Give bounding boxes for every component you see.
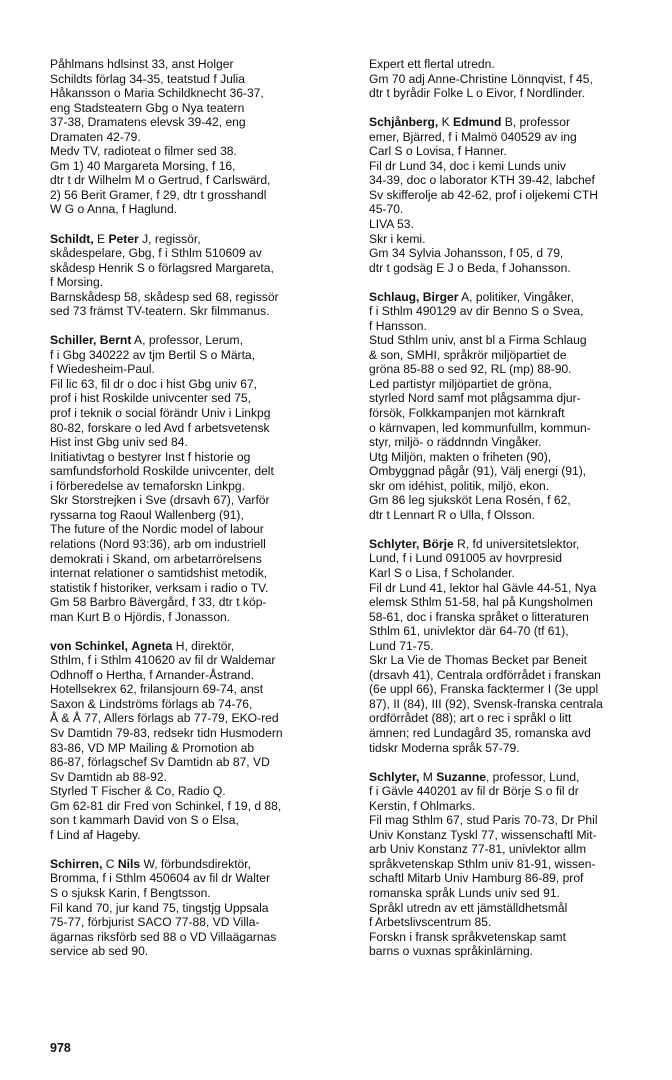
entry-text-line: Sthlm, f i Sthlm 410620 av fil dr Waldemar [50,653,276,668]
entry-text-line: prof i hist Roskilde univcenter sed 75, [50,391,251,406]
entry-text-line: Gm 58 Barbro Bävergård, f 33, dtr t köp- [50,595,267,610]
entry-text-line: statistik f historiker, verksam i radio o TV. [50,580,269,595]
initial-text: C [102,856,118,871]
entry-text-line: skr om idéhist, politik, miljö, ekon. [369,478,550,493]
entry-text-line: Sv Damtidn ab 88-92. [50,769,167,784]
page-number: 978 [50,1041,71,1055]
entry-text-line: skådespelare, Gbg, f i Sthlm 510609 av [50,246,262,261]
entry-text-line: Lund, f i Lund 091005 av hovrpresid [369,551,562,566]
surname: Schildt, [50,231,94,246]
heading-text: , professor, Lund, [485,769,580,784]
entry-text-line: S o sjuksk Karin, f Bengtsson. [50,885,211,900]
entry-text-line: f Morsing. [50,275,104,290]
entry-text-line: ryssarna tog Raoul Wallenberg (91), [50,507,244,522]
entry-text-line: Barnskådesp 58, skådesp sed 68, regissör [50,289,279,304]
entry-text-line: Forskn i fransk språkvetenskap samt [369,929,566,944]
entry-text-line: f Arbetslivscentrum 85. [369,915,492,930]
entry-text-line: schaftl Mitarb Univ Hamburg 86-89, prof [369,871,584,886]
entry-text-line: f i Gbg 340222 av tjm Bertil S o Märta, [50,347,256,362]
entry-text-line: tidskr Moderna språk 57-79. [369,740,520,755]
entry-schirren-nils [50,857,350,959]
given-name: Edmund [453,115,502,130]
given-name: Birger [422,289,459,304]
entry-schlyter-borje [369,537,665,755]
entry-text-line: internat relationer o samtidshist metodik, [50,566,268,581]
entry-text-line: 37-38, Dramatens elevsk 39-42, eng [50,115,246,130]
entry-text-line: LIVA 53. [369,216,414,231]
entry-text-line: dtr t godsäg E J o Beda, f Johansson. [369,260,571,275]
entry-text-line: Skr La Vie de Thomas Becket par Beneit [369,653,588,668]
entry-text-line: Fil mag Sthlm 67, stud Paris 70-73, Dr Phil [369,813,598,828]
given-name: Agneta [131,638,173,653]
surname: Schirren, [50,856,103,871]
entry-text-line: Gm 62-81 dir Fred von Schinkel, f 19, d 88, [50,798,282,813]
entry-text-line: elemsk Sthlm 51-58, hal på Kungsholmen [369,595,593,610]
entry-text-line: Språkl utredn av ett jämställdhetsmål [369,900,568,915]
entry-text-line: Skr Storstrejken i Sve (drsavh 67), Varför [50,493,270,508]
entry-heading-line [369,290,665,305]
entry-text-line: Medv TV, radioteat o filmer sed 38. [50,144,237,159]
entry-text-line: Fil lic 63, fil dr o doc i hist Gbg univ 67, [50,376,258,391]
entry-schlyter-suzanne [369,770,665,959]
heading-text: W, förbundsdirektör, [140,856,252,871]
entry-text-line: i förberedelse av temaforskn Linkpg. [50,478,245,493]
entry-text-line: 45-70. [369,202,404,217]
entry-text-line: f i Sthlm 490129 av dir Benno S o Svea, [369,304,584,319]
heading-text: H, direktör, [172,638,235,653]
entry-heading-line [50,333,350,348]
entry-text-line: dtr t Lennart R o Ulla, f Olsson. [369,507,536,522]
entry-text-line: Hist inst Gbg univ sed 84. [50,435,188,450]
entry-text-line: dtr t byrådir Folke L o Eivor, f Nordlinder. [369,86,585,101]
entry-text-line: romanska språk Lunds univ sed 91. [369,885,560,900]
entry-text-line: Håkansson o Maria Schildknecht 36-37, [50,86,264,101]
entry-text-line: ägarnas riksförb sed 88 o VD Villaägarnas [50,929,277,944]
entry-text-line: styrled Nord samf mot plågsamma djur- [369,391,581,406]
entry-text-line: Fil dr Lund 34, doc i kemi Lunds univ [369,158,566,173]
entry-heading-line [369,115,665,130]
entry-text-line: Schildts förlag 34-35, teatstud f Julia [50,71,245,86]
given-name: Bernt [99,333,132,348]
entry-text-line: Karl S o Lisa, f Scholander. [369,566,515,580]
entry-text-line: språkvetenskap Sthlm univ 81-91, wissen- [369,856,596,871]
entry-text-line: 2) 56 Berit Gramer, f 29, dtr t grosshandl [50,187,267,202]
entry-text-line: Skr i kemi. [369,231,426,246]
entry-text-line: sed 73 främst TV-teatern. Skr filmmanus. [50,304,270,319]
entry-text-line: The future of the Nordic model of labour [50,522,264,537]
given-name: Börje [422,536,454,551]
entry-text-line: Gm 1) 40 Margareta Morsing, f 16, [50,158,236,173]
entry-text-line: Univ Konstanz Tyskl 77, wissenschaftl Mit- [369,827,597,842]
entry-text-line: Lund 71-75. [369,638,434,653]
entry-heading-line [369,537,665,552]
entry-schiller-bernt [50,333,350,624]
entry-text-line: Styrled T Fischer & Co, Radio Q. [50,784,226,799]
initial-text: E [93,231,109,246]
entry-text-line: ämnen; red Lundagård 35, romanska avd [369,726,591,741]
entry-text-line: f Wiedesheim-Paul. [50,362,155,377]
entry-text-line: Sv Damtidn 79-83, redsekr tidn Husmodern [50,726,283,741]
entry-text-line: Dramaten 42-79. [50,129,141,144]
heading-text: A, politiker, Vingåker, [458,289,574,304]
entry-text-line: Sthlm 61, univlektor där 64-70 (tf 61), [369,624,569,639]
given-name: Suzanne [436,769,486,784]
entry-text-line: f Lind af Hageby. [50,827,141,842]
initial-text: K [438,115,454,130]
entry-text-line: 58-61, doc i franska språket o litteraturen [369,609,589,624]
entry-text-line: Ombyggnad pågår (91), Välj energi (91), [369,464,587,479]
entry-text-line: Fil kand 70, jur kand 75, tingstjg Uppsala [50,900,269,915]
entry-text-line: Bromma, f i Sthlm 450604 av fil dr Walter [50,871,271,886]
entry-text-line: styr, miljö- o räddnndn Vingåker. [369,435,542,450]
heading-text: B, professor [501,115,570,130]
entry-text-line: & son, SMHI, språkrör miljöpartiet de [369,347,567,362]
entry-text-line: Initiativtag o bestyrer Inst f historie og [50,449,251,464]
surname: Schlaug, [369,289,420,304]
left-column [50,57,350,973]
entry-text-line: eng Stadsteatern Gbg o Nya teatern [50,100,245,115]
entry-text-line: gröna 85-88 o sed 92, RL (mp) 88-90. [369,362,572,377]
surname: von Schinkel, [50,638,128,653]
entry-text-line: Stud Sthlm univ, anst bl a Firma Schlaug [369,333,587,348]
entry-text-line: f Hansson. [369,318,427,333]
entry-text-line: 86-87, förlagschef Sv Damtidn ab 87, VD [50,755,270,770]
entry-text-line: Gm 86 leg sjuksköt Lena Rosén, f 62, [369,493,571,508]
entry-continuation [50,57,350,217]
entry-text-line: Led partistyr miljöpartiet de gröna, [369,376,552,391]
surname: Schjånberg, [369,115,439,130]
entry-heading-line [50,232,350,247]
entry-text-line: W G o Anna, f Haglund. [50,202,178,217]
entry-text-line: Carl S o Lovisa, f Hanner. [369,144,507,159]
entry-text-line: försök, Folkkampanjen mot kärnkraft [369,406,565,421]
entry-text-line: barns o vuxnas språkinlärning. [369,944,534,959]
entry-text-line: Å & Å 77, Allers förlags ab 77-79, EKO-red [50,711,279,726]
surname: Schlyter, [369,769,420,784]
entry-schjanberg-edmund [369,115,665,275]
entry-text-line: Påhlmans hdlsinst 33, anst Holger [50,57,234,71]
entry-text-line: Utg Miljön, makten o friheten (90), [369,449,552,464]
entry-text-line: dtr t dr Wilhelm M o Gertrud, f Carlswärd, [50,173,271,188]
entry-text-line: Sv skifferolje ab 42-62, prof i oljekemi CTH [369,187,598,202]
initial-text: M [419,769,437,784]
entry-text-line: Expert ett flertal utredn. [369,57,495,71]
entry-text-line: Gm 70 adj Anne-Christine Lönnqvist, f 45, [369,71,593,86]
entry-text-line: service ab sed 90. [50,944,149,959]
entry-text-line: Odhnoff o Hertha, f Arnander-Åstrand. [50,667,255,682]
given-name: Nils [117,856,141,871]
entry-von-schinkel-agneta [50,639,350,843]
entry-text-line: ordförrådet (88); art o rec i språkl o litt [369,711,572,726]
surname: Schiller, [50,333,97,348]
entry-text-line: (6e uppl 66), Franska facktermer I (3e uppl [369,682,599,697]
entry-text-line: o kärnvapen, led kommunfullm, kommun- [369,420,591,435]
heading-text: R, fd universitetslektor, [453,536,580,551]
entry-text-line: arb Univ Konstanz 77-81, univlektor allm [369,842,587,857]
entry-text-line: Saxon & Lindströms förlags ab 74-76, [50,696,253,711]
entry-text-line: samfundsforhold Roskilde univcenter, delt [50,464,274,479]
entry-text-line: Kerstin, f Ohlmarks. [369,798,476,813]
given-name: Peter [108,231,139,246]
entry-text-line: prof i teknik o social förändr Univ i Linkpg [50,406,271,421]
entry-text-line: skådesp Henrik S o förlagsred Margareta, [50,260,274,275]
entry-text-line: 80-82, forskare o led Avd f arbetsvetensk [50,420,270,435]
entry-text-line: man Kurt B o Hjördis, f Jonasson. [50,609,231,624]
entry-text-line: Gm 34 Sylvia Johansson, f 05, d 79, [369,246,564,261]
entry-heading-line [369,770,665,785]
entry-schlaug-birger [369,290,665,523]
heading-text: A, professor, Lerum, [131,333,243,348]
surname: Schlyter, [369,536,420,551]
entry-text-line: 75-77, förbjurist SACO 77-88, VD Villa- [50,915,260,930]
entry-schildt-peter [50,232,350,319]
entry-text-line: relations (Nord 93:36), arb om industriell [50,536,266,551]
entry-heading-line [50,639,350,654]
entry-heading-line [50,857,350,872]
entry-text-line: demokrati i Skand, om arbetarrörelsens [50,551,262,566]
right-column [369,57,665,973]
entry-text-line: Fil dr Lund 41, lektor hal Gävle 44-51, Nya [369,580,597,595]
entry-continuation [369,57,665,101]
entry-text-line: (drsavh 41), Centrala ordförrådet i franskan [369,667,601,682]
entry-text-line: f i Gävle 440201 av fil dr Börje S o fil dr [369,784,579,799]
heading-text: J, regissör, [138,231,201,246]
entry-text-line: 83-86, VD MP Mailing & Promotion ab [50,740,255,755]
entry-text-line: 34-39, doc o laborator KTH 39-42, labchef [369,173,595,188]
entry-text-line: Hotellsekrex 62, frilansjourn 69-74, anst [50,682,264,697]
entry-text-line: emer, Bjärred, f i Malmö 040529 av ing [369,129,577,144]
entry-text-line: son t kammarh David von S o Elsa, [50,813,239,828]
entry-text-line: 87), II (84), III (92), Svensk-franska centrala [369,696,603,711]
